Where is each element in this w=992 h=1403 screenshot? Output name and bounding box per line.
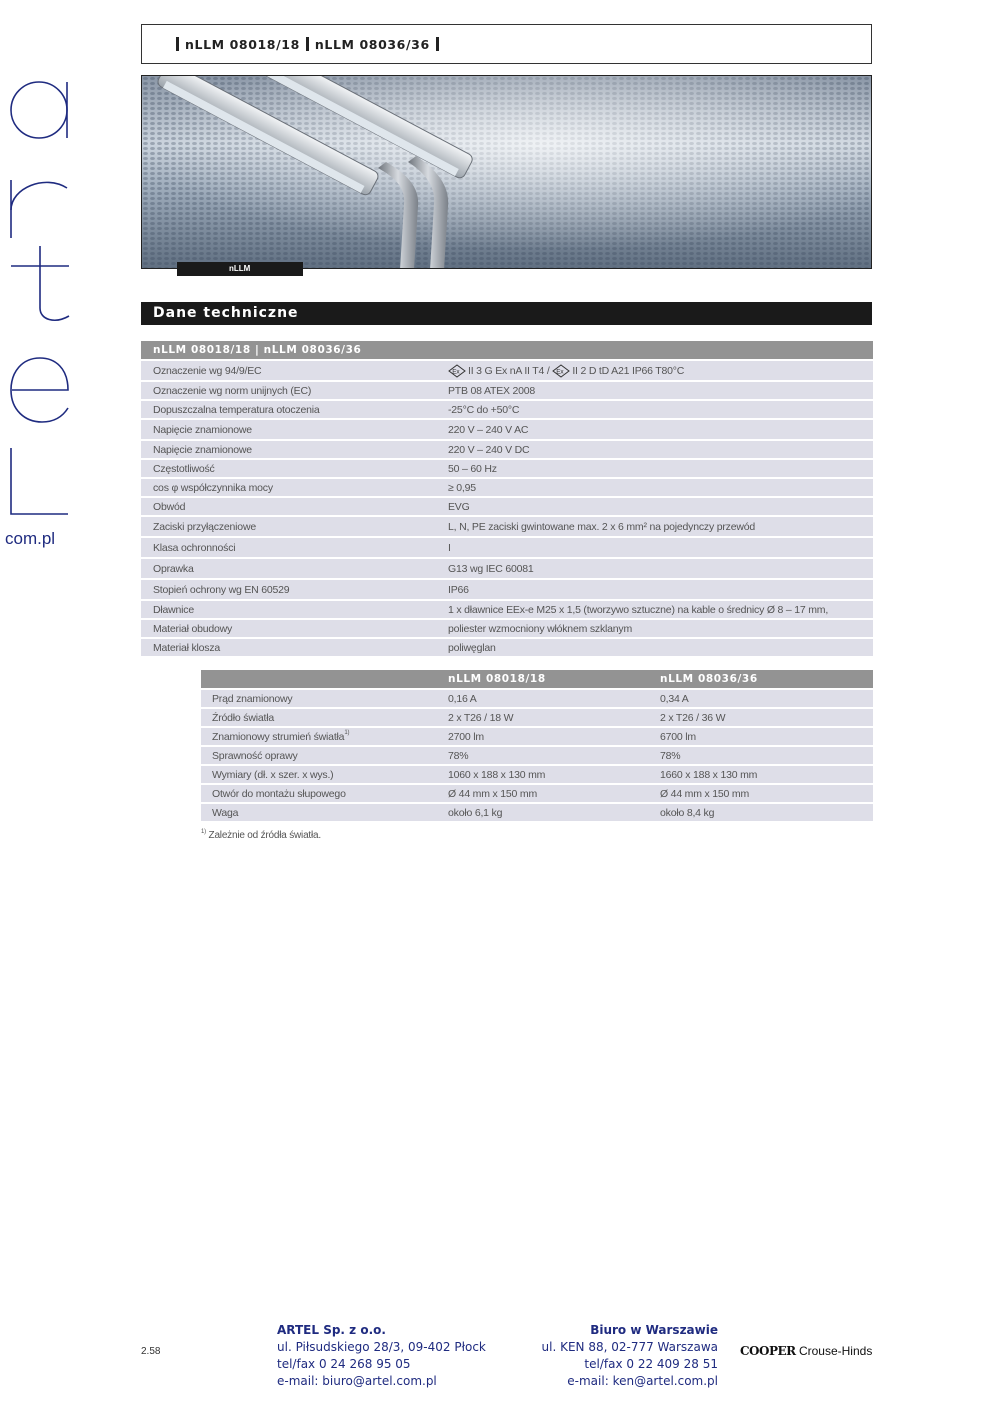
technical-spec-table [141, 341, 873, 656]
photo-caption: nLLM [177, 262, 303, 276]
table-row [201, 802, 873, 821]
table-row [201, 707, 873, 726]
table-row [201, 783, 873, 802]
table-row [141, 439, 873, 458]
table-row [141, 380, 873, 399]
spec-label: Częstotliwość [141, 458, 448, 477]
spec-value: I [448, 536, 873, 557]
product-header [141, 24, 872, 64]
table-row [141, 557, 873, 578]
value-a: Ø 44 mm x 150 mm [448, 783, 660, 802]
spec-value: L, N, PE zaciski gwintowane max. 2 x 6 mm² na pojedynczy przewód [448, 515, 873, 536]
cooper-crouse-hinds-logo [740, 1344, 872, 1358]
svg-text:Ex: Ex [556, 368, 564, 376]
table-row [141, 399, 873, 418]
row-label: Waga [201, 802, 448, 821]
company-address: ul. Piłsudskiego 28/3, 09-402 Płock [277, 1340, 486, 1354]
column-header-a: nLLM 08018/18 [448, 670, 660, 688]
section-title: Dane techniczne [141, 302, 872, 325]
spec-value: ≥ 0,95 [448, 477, 873, 496]
company-phone: tel/fax 0 24 268 95 05 [277, 1357, 411, 1371]
spec-label: Oznaczenie wg 94/9/EC [141, 359, 448, 380]
table-row [141, 637, 873, 656]
footnote-mark: 1) [201, 829, 206, 835]
spec-label: Napięcie znamionowe [141, 418, 448, 439]
footnote-ref: 1) [344, 729, 350, 736]
spec-label: Zaciski przyłączeniowe [141, 515, 448, 536]
value-a: 1060 x 188 x 130 mm [448, 764, 660, 783]
spec-value: poliwęglan [448, 637, 873, 656]
spec-value: IP66 [448, 578, 873, 599]
atex-dust-marking: II 2 D tD A21 IP66 T80°C [572, 364, 685, 377]
spec-label: Klasa ochronności [141, 536, 448, 557]
footnote [201, 830, 321, 841]
row-label-cell [201, 726, 448, 745]
spec-label: Obwód [141, 496, 448, 515]
spec-table-header: nLLM 08018/18 | nLLM 08036/36 [141, 341, 873, 359]
company-name: ARTEL Sp. z o.o. [277, 1323, 386, 1337]
spec-value: 50 – 60 Hz [448, 458, 873, 477]
company-contact-main [277, 1322, 486, 1390]
spec-value: 220 V – 240 V AC [448, 418, 873, 439]
value-b: 78% [660, 745, 873, 764]
table-row [141, 618, 873, 637]
spec-value: EVG [448, 496, 873, 515]
table-row [141, 599, 873, 618]
spec-label: Napięcie znamionowe [141, 439, 448, 458]
spec-label: Materiał obudowy [141, 618, 448, 637]
separator-bar [306, 37, 309, 51]
svg-text:Ex: Ex [452, 368, 460, 376]
spec-label: Dopuszczalna temperatura otoczenia [141, 399, 448, 418]
spec-value: poliester wzmocniony włóknem szklanym [448, 618, 873, 637]
office-phone: tel/fax 0 22 409 28 51 [584, 1357, 718, 1371]
spec-label: cos φ współczynnika mocy [141, 477, 448, 496]
table-row [141, 418, 873, 439]
office-name: Biuro w Warszawie [590, 1323, 718, 1337]
table-row [141, 458, 873, 477]
crouse-hinds-wordmark: Crouse-Hinds [798, 1344, 873, 1358]
separator-bar [176, 37, 179, 51]
value-a: 78% [448, 745, 660, 764]
table-row [141, 477, 873, 496]
table-row [201, 688, 873, 707]
office-email[interactable]: e-mail: ken@artel.com.pl [567, 1374, 718, 1388]
ex-mark-icon [448, 364, 466, 378]
ex-mark-icon [552, 364, 570, 378]
spec-label: Stopień ochrony wg EN 60529 [141, 578, 448, 599]
office-address: ul. KEN 88, 02-777 Warszawa [541, 1340, 718, 1354]
table-row [141, 578, 873, 599]
value-b: 0,34 A [660, 688, 873, 707]
cooper-wordmark: COOPER [740, 1344, 796, 1358]
row-label: Źródło światła [201, 707, 448, 726]
value-a: 0,16 A [448, 688, 660, 707]
spec-value: G13 wg IEC 60081 [448, 557, 873, 578]
spec-value: PTB 08 ATEX 2008 [448, 380, 873, 399]
value-b: Ø 44 mm x 150 mm [660, 783, 873, 802]
row-label: Otwór do montażu słupowego [201, 783, 448, 802]
table-row [201, 745, 873, 764]
value-a: 2 x T26 / 18 W [448, 707, 660, 726]
value-b: 2 x T26 / 36 W [660, 707, 873, 726]
brand-domain: com.pl [5, 529, 56, 548]
variant-comparison-table [201, 670, 873, 821]
artel-logo [0, 70, 80, 550]
value-b: 1660 x 188 x 130 mm [660, 764, 873, 783]
table-row [201, 726, 873, 745]
value-a: około 6,1 kg [448, 802, 660, 821]
value-b: 6700 lm [660, 726, 873, 745]
table-row [201, 764, 873, 783]
separator-bar [436, 37, 439, 51]
page-number: 2.58 [141, 1346, 161, 1357]
table-row [141, 496, 873, 515]
column-header-b: nLLM 08036/36 [660, 670, 873, 688]
spec-label: Oznaczenie wg norm unijnych (EC) [141, 380, 448, 399]
atex-gas-marking: II 3 G Ex nA II T4 / [468, 364, 550, 377]
row-label: Znamionowy strumień światła [212, 730, 345, 743]
table-row [141, 536, 873, 557]
row-label: Sprawność oprawy [201, 745, 448, 764]
company-email[interactable]: e-mail: biuro@artel.com.pl [277, 1374, 437, 1388]
spec-value: 220 V – 240 V DC [448, 439, 873, 458]
spec-value: -25°C do +50°C [448, 399, 873, 418]
table-row [141, 515, 873, 536]
row-label: Wymiary (dł. x szer. x wys.) [201, 764, 448, 783]
row-label: Prąd znamionowy [201, 688, 448, 707]
product-photo [141, 75, 872, 269]
spec-value [448, 359, 873, 380]
table-row [141, 359, 873, 380]
model-a-title: nLLM 08018/18 [185, 36, 300, 52]
spec-value: 1 x dławnice EEx-e M25 x 1,5 (tworzywo sztuczne) na kable o średnicy Ø 8 – 17 mm, [448, 599, 873, 618]
spec-label: Materiał klosza [141, 637, 448, 656]
spec-label: Dławnice [141, 599, 448, 618]
model-b-title: nLLM 08036/36 [314, 36, 430, 52]
company-contact-warsaw [517, 1322, 718, 1390]
value-a: 2700 lm [448, 726, 660, 745]
value-b: około 8,4 kg [660, 802, 873, 821]
empty-header-cell [201, 670, 448, 688]
footnote-text: Zależnie od źródła światła. [208, 830, 321, 841]
spec-label: Oprawka [141, 557, 448, 578]
